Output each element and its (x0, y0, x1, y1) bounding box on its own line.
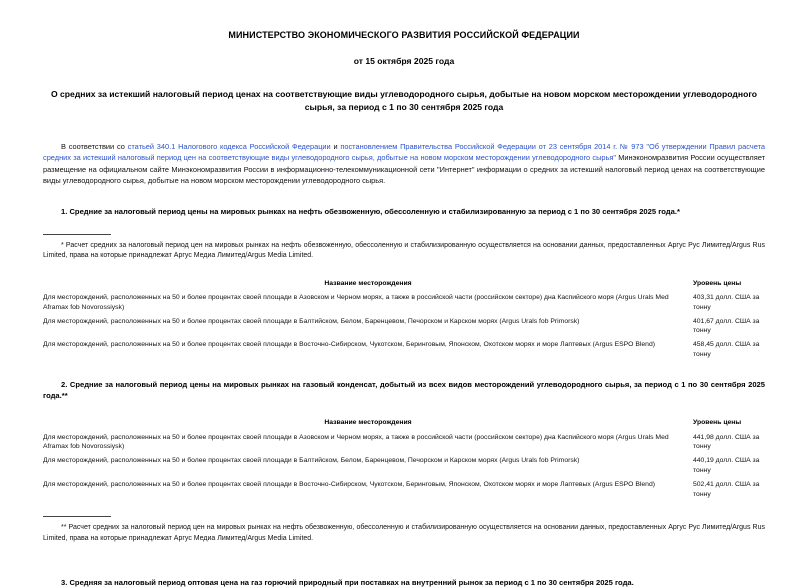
price-cell: 401,67 долл. США за тонну (693, 317, 760, 335)
table-header-row (43, 418, 765, 428)
column-header-field-name: Название месторождения (324, 419, 412, 427)
intro-conjunction: и (330, 142, 341, 151)
footnote-separator-2 (43, 516, 111, 517)
table-row (43, 340, 765, 359)
column-header-price-level: Уровень цены (693, 279, 742, 287)
document-date: от 15 октября 2025 года (353, 56, 455, 66)
ministry-title: МИНИСТЕРСТВО ЭКОНОМИЧЕСКОГО РАЗВИТИЯ РОССИЙСКОЙ ФЕДЕРАЦИИ (228, 30, 580, 40)
field-name-cell: Для месторождений, расположенных на 50 и более процентах своей площади в Азовском и Черном морях, а также в российской части (российском секторе) дна Каспийского моря (Argus Urals Med Aframax fob Novorossiysk) (43, 293, 669, 311)
footnote-separator-1 (43, 234, 111, 235)
price-cell: 403,31 долл. США за тонну (693, 293, 760, 311)
table-row (43, 456, 765, 475)
oil-prices-table (43, 279, 765, 360)
intro-rest: Минэкономразвития России осуществляет размещение на официальном сайте Минэкономразвития России в информационно-телекоммуникационной сети "Интернет" информации о средних за истекший налоговый период ценах на соответствующие виды углеводородного сырья, добытые на новом морском месторождении углеводородного сырья. (43, 153, 765, 186)
field-name-cell: Для месторождений, расположенных на 50 и более процентах своей площади в Восточно-Сибирском, Чукотском, Беринговым, Японском, Охотском морях и море Лаптевых (Argus ESPO Blend) (43, 480, 655, 488)
intro-paragraph (43, 141, 765, 187)
table-header-row (43, 279, 765, 289)
field-name-cell: Для месторождений, расположенных на 50 и более процентах своей площади в Азовском и Черном морях, а также в российской части (российском секторе) дна Каспийского моря (Argus Urals Med Aframax fob Novorossiysk) (43, 433, 669, 451)
gas-condensate-prices-table (43, 418, 765, 499)
government-decree-link[interactable]: постановлением Правительства Российской Федерации от 23 сентября 2014 г. № 973 "Об утверждении Правил расчета средних за истекший налоговый период цен на соответствующие виды углеводородного сырья, добытые на новом морском месторождении углеводородного сырья" (43, 142, 765, 163)
field-name-cell: Для месторождений, расположенных на 50 и более процентах своей площади в Балтийском, Белом, Баренцевом, Печорском и Карском морях (Argus Urals fob Primorsk) (43, 457, 580, 465)
price-cell: 440,19 долл. США за тонну (693, 457, 760, 474)
column-header-price-level: Уровень цены (693, 419, 742, 427)
tax-code-article-link[interactable]: статьей 340.1 Налогового кодекса Российской Федерации (127, 142, 331, 151)
table-row (43, 480, 765, 499)
footnote-2: ** Расчет средних за налоговый период цен на мировых рынках на нефть обезвоженную, обессоленную и стабилизированную осуществляется на основании данных, предоставленных Аргус Рус Лимитед/Argus Rus Limited, права на которые принадлежат Аргус Медиа Лимитед/Argus Media Limited. (43, 524, 765, 542)
column-header-field-name: Название месторождения (324, 279, 412, 287)
price-cell: 441,98 долл. США за тонну (693, 433, 760, 451)
intro-prefix: В соответствии со (61, 142, 128, 151)
section-2-heading: 2. Средние за налоговый период цены на мировых рынках на газовый конденсат, добытый из всех видов месторождений углеводородного сырья, за период с 1 по 30 сентября 2025 года.** (43, 380, 765, 401)
table-row (43, 293, 765, 312)
field-name-cell: Для месторождений, расположенных на 50 и более процентах своей площади в Восточно-Сибирском, Чукотском, Беринговым, Японском, Охотском морях и море Лаптевых (Argus ESPO Blend) (43, 341, 655, 349)
price-cell: 502,41 долл. США за тонну (693, 480, 760, 498)
document-subject: О средних за истекший налоговый период ценах на соответствующие виды углеводородного сырья, добытые на новом морском месторождении углеводородного сырья, за период с 1 по 30 сентября 2025 года (50, 89, 758, 112)
section-1-heading: 1. Средние за налоговый период цены на мировых рынках на нефть обезвоженную, обессоленную и стабилизированную за период с 1 по 30 сентября 2025 года.* (61, 206, 680, 216)
section-3-heading: 3. Средняя за налоговый период оптовая цена на газ горючий природный при поставках на внутренний рынок за период с 1 по 30 сентября 2025 года. (61, 578, 634, 588)
price-cell: 458,45 долл. США за тонну (693, 341, 760, 358)
footnote-1: * Расчет средних за налоговый период цен на мировых рынках на нефть обезвоженную, обессоленную и стабилизированную осуществляется на основании данных, предоставленных Аргус Рус Лимитед/Argus Rus Limited, права на которые принадлежат Аргус Медиа Лимитед/Argus Media Limited. (43, 241, 765, 260)
field-name-cell: Для месторождений, расположенных на 50 и более процентах своей площади в Балтийском, Белом, Баренцевом, Печорском и Карском морях (Argus Urals fob Primorsk) (43, 317, 580, 325)
table-row (43, 317, 765, 336)
table-row (43, 433, 765, 452)
